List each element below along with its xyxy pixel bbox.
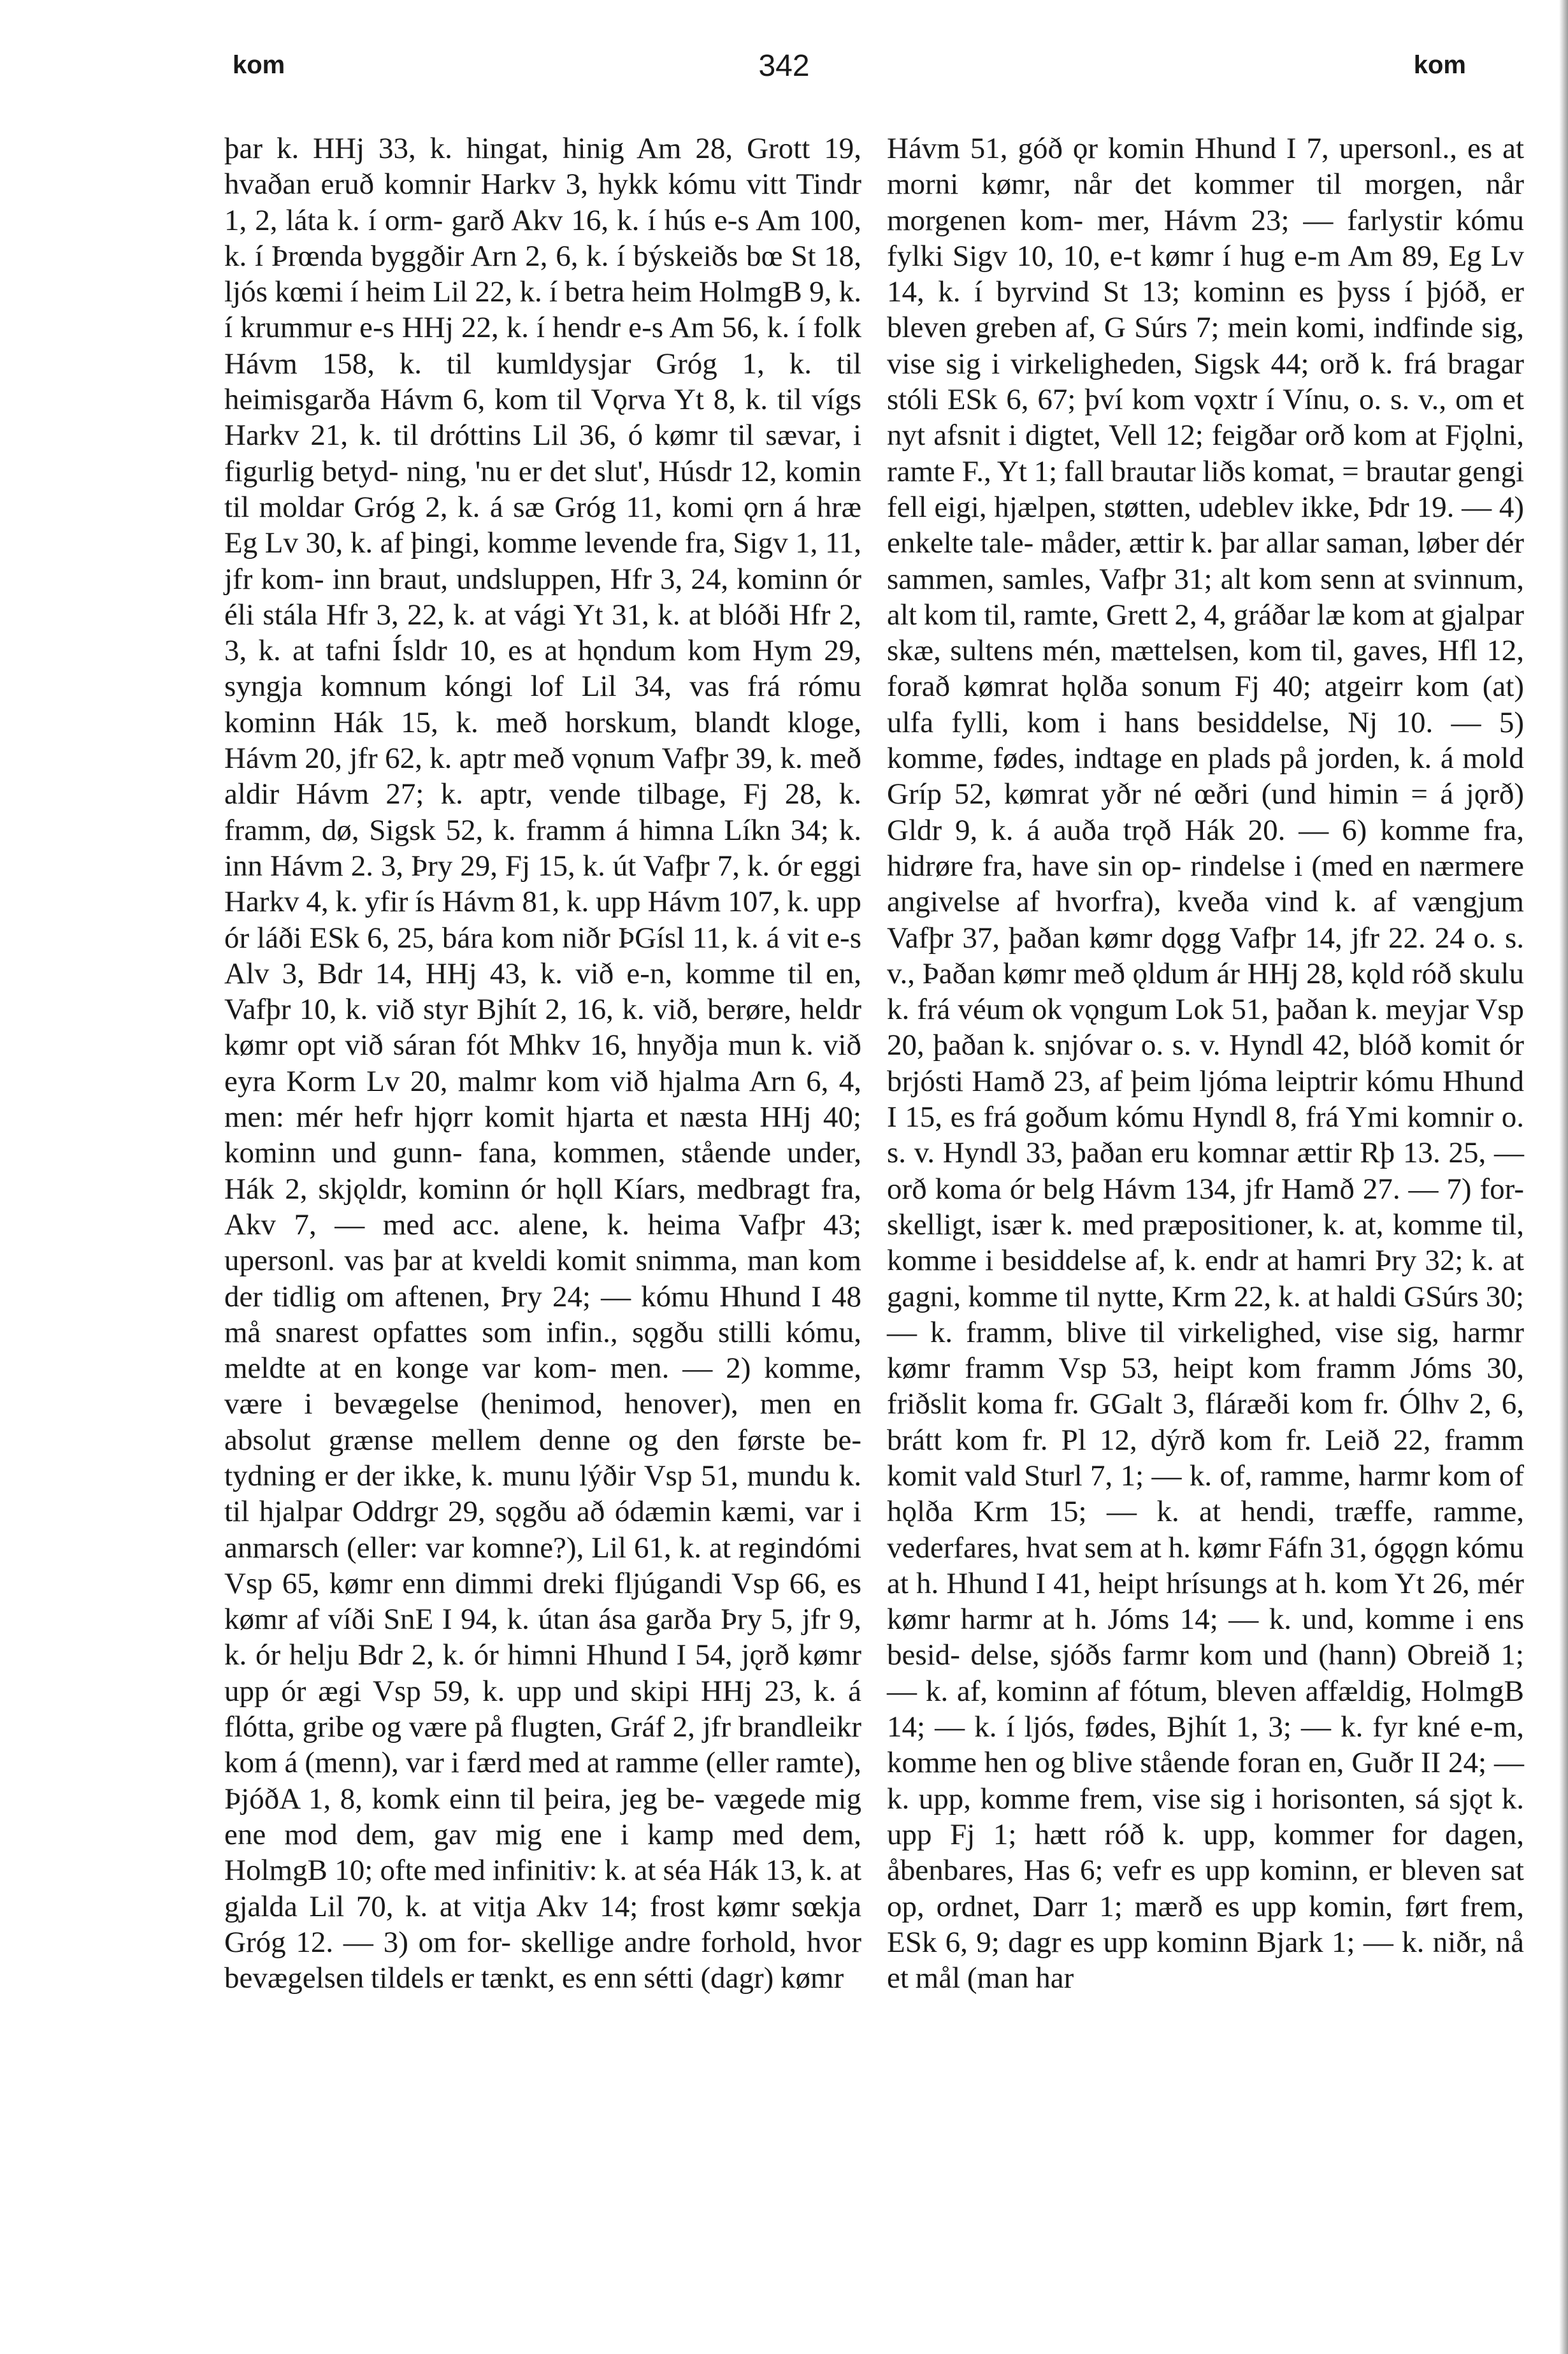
running-head-right: kom xyxy=(1413,51,1466,79)
left-column xyxy=(224,131,861,1996)
running-head-left: kom xyxy=(233,51,285,79)
page-edge-shadow xyxy=(1559,0,1568,2354)
right-column xyxy=(887,131,1524,1996)
left-column-text: þar k. HHj 33, k. hingat, hinig Am 28, Grott 19, hvaðan eruð komnir Harkv 3, hykk kómu vitt Tindr 1, 2, láta k. í orm- garð Akv 16, k. í hús e-s Am 100, k. í Þrœnda byggðir Arn 2, 6, k. í býskeiðs bœ St 18, ljós kœmi í heim Lil 22, k. í betra heim HolmgB 9, k. í krummur e-s HHj 22, k. í hendr e-s Am 56, k. í folk Hávm 158, k. til kumldysjar Gróg 1, k. til heimisgarða Hávm 6, kom til Vǫrva Yt 8, k. til vígs Harkv 21, k. til dróttins Lil 36, ó kømr til sævar, i figurlig betyd- ning, 'nu er det slut', Húsdr 12, komin til moldar Gróg 2, k. á sæ Gróg 11, komi ǫrn á hræ Eg Lv 30, k. af þingi, komme levende fra, Sigv 1, 11, jfr kom- inn braut, undsluppen, Hfr 3, 24, kominn ór éli stála Hfr 3, 22, k. at vági Yt 31, k. at blóði Hfr 2, 3, k. at tafni Ísldr 10, es at hǫndum kom Hym 29, syngja komnum kóngi lof Lil 34, vas frá rómu kominn Hák 15, k. með horskum, blandt kloge, Hávm 20, jfr 62, k. aptr með vǫnum Vafþr 39, k. með aldir Hávm 27; k. aptr, vende tilbage, Fj 28, k. framm, dø, Sigsk 52, k. framm á himna Líkn 34; k. inn Hávm 2. 3, Þry 29, Fj 15, k. út Vafþr 7, k. ór eggi Harkv 4, k. yfir ís Hávm 81, k. upp Hávm 107, k. upp ór láði ESk 6, 25, bára kom niðr ÞGísl 11, k. á vit e-s Alv 3, Bdr 14, HHj 43, k. við e-n, komme til en, Vafþr 10, k. við styr Bjhít 2, 16, k. við, berøre, heldr kømr opt við sáran fót Mhkv 16, hnyðja mun k. við eyra Korm Lv 20, malmr kom við hjalma Arn 6, 4, men: mér hefr hjǫrr komit hjarta et næsta HHj 40; kominn und gunn- fana, kommen, stående under, Hák 2, skjǫldr, kominn ór hǫll Kíars, medbragt fra, Akv 7, — med acc. alene, k. heima Vafþr 43; upersonl. vas þar at kveldi komit snimma, man kom der tidlig om aftenen, Þry 24; — kómu Hhund I 48 må snarest opfattes som infin., sǫgðu stilli kómu, meldte at en konge var kom- men. — 2) komme, være i bevægelse (henimod, henover), men en absolut grænse mellem denne og den første be- tydning er der ikke, k. munu lýðir Vsp 51, mundu k. til hjalpar Oddrgr 29, sǫgðu að ódæmin kæmi, var i anmarsch (eller: var komne?), Lil 61, k. at regindómi Vsp 65, kømr enn dimmi dreki fljúgandi Vsp 66, es kømr af víði SnE I 94, k. útan ása garða Þry 5, jfr 9, k. ór helju Bdr 2, k. ór himni Hhund I 54, jǫrð kømr upp ór ægi Vsp 59, k. upp und skipi HHj 23, k. á flótta, gribe og være på flugten, Gráf 2, jfr brandleikr kom á (menn), var i færd med at ramme (eller ramte), ÞjóðA 1, 8, komk einn til þeira, jeg be- vægede mig ene mod dem, gav mig ene i kamp med dem, HolmgB 10; ofte med infinitiv: k. at séa Hák 13, k. at gjalda Lil 70, k. at vitja Akv 14; frost kømr sœkja Gróg 12. — 3) om for- skellige andre forhold, hvor bevægelsen tildels er tænkt, es enn sétti (dagr) kømr xyxy=(224,132,861,1995)
page-header xyxy=(0,51,1568,96)
right-column-text: Hávm 51, góð ǫr komin Hhund I 7, upersonl., es at morni kømr, når det kommer til morgen, når morgenen kom- mer, Hávm 23; — farlystir kómu fylki Sigv 10, 10, e-t kømr í hug e-m Am 89, Eg Lv 14, k. í byrvind St 13; kominn es þyss í þjóð, er bleven greben af, G Súrs 7; mein komi, indfinde sig, vise sig i virkeligheden, Sigsk 44; orð k. frá bragar stóli ESk 6, 67; því kom vǫxtr í Vínu, o. s. v., om et nyt afsnit i digtet, Vell 12; feigðar orð kom at Fjǫlni, ramte F., Yt 1; fall brautar liðs komat, = brautar gengi fell eigi, hjælpen, støtten, udeblev ikke, Þdr 19. — 4) enkelte tale- måder, ættir k. þar allar saman, løber dér sammen, samles, Vafþr 31; alt kom senn at svinnum, alt kom til, ramte, Grett 2, 4, gráðar læ kom at gjalpar skæ, sultens mén, mættelsen, kom til, gaves, Hfl 12, forað kømrat hǫlða sonum Fj 40; atgeirr kom (at) ulfa fylli, kom i hans besiddelse, Nj 10. — 5) komme, fødes, indtage en plads på jorden, k. á mold Gríp 52, kømrat yðr né œðri (und himin = á jǫrð) Gldr 9, k. á auða trǫð Hák 20. — 6) komme fra, hidrøre fra, have sin op- rindelse i (med en nærmere angivelse af hvorfra), kveða vind k. af vængjum Vafþr 37, þaðan kømr dǫgg Vafþr 14, jfr 22. 24 o. s. v., Þaðan kømr með ǫldum ár HHj 28, kǫld róð skulu k. frá véum ok vǫngum Lok 51, þaðan k. meyjar Vsp 20, þaðan k. snjóvar o. s. v. Hyndl 42, blóð komit ór brjósti Hamð 23, af þeim ljóma leiptrir kómu Hhund I 15, es frá goðum kómu Hyndl 8, frá Ymi komnir o. s. v. Hyndl 33, þaðan eru komnar ættir Rþ 13. 25, — orð koma ór belg Hávm 134, jfr Hamð 27. — 7) for- skelligt, især k. med præpositioner, k. at, komme til, komme i besiddelse af, k. endr at hamri Þry 32; k. at gagni, komme til nytte, Krm 22, k. at haldi GSúrs 30; — k. framm, blive til virkelighed, vise sig, harmr kømr framm Vsp 53, heipt kom framm Jóms 30, friðslit koma fr. GGalt 3, fláræði kom fr. Ólhv 2, 6, brátt kom fr. Pl 12, dýrð kom fr. Leið 22, framm komit vald Sturl 7, 1; — k. of, ramme, harmr kom of hǫlða Krm 15; — k. at hendi, træffe, ramme, vederfares, hvat sem at h. kømr Fáfn 31, ógǫgn kómu at h. Hhund I 41, heipt hrísungs at h. kom Yt 26, mér kømr harmr at h. Jóms 14; — k. und, komme i ens besid- delse, sjóðs farmr kom und (hann) Obreið 1; — k. af, kominn af fótum, bleven affældig, HolmgB 14; — k. í ljós, fødes, Bjhít 1, 3; — k. fyr kné e-m, komme hen og blive stående foran en, Guðr II 24; — k. upp, komme frem, vise sig i horisonten, sá sjǫt k. upp Fj 1; hætt róð k. upp, kommer for dagen, åbenbares, Has 6; vefr es upp kominn, er bleven sat op, ordnet, Darr 1; mærð es upp komin, ført frem, ESk 6, 9; dagr es upp kominn Bjark 1; — k. niðr, nå et mål (man har xyxy=(887,132,1524,1995)
page-number: 342 xyxy=(758,49,810,83)
